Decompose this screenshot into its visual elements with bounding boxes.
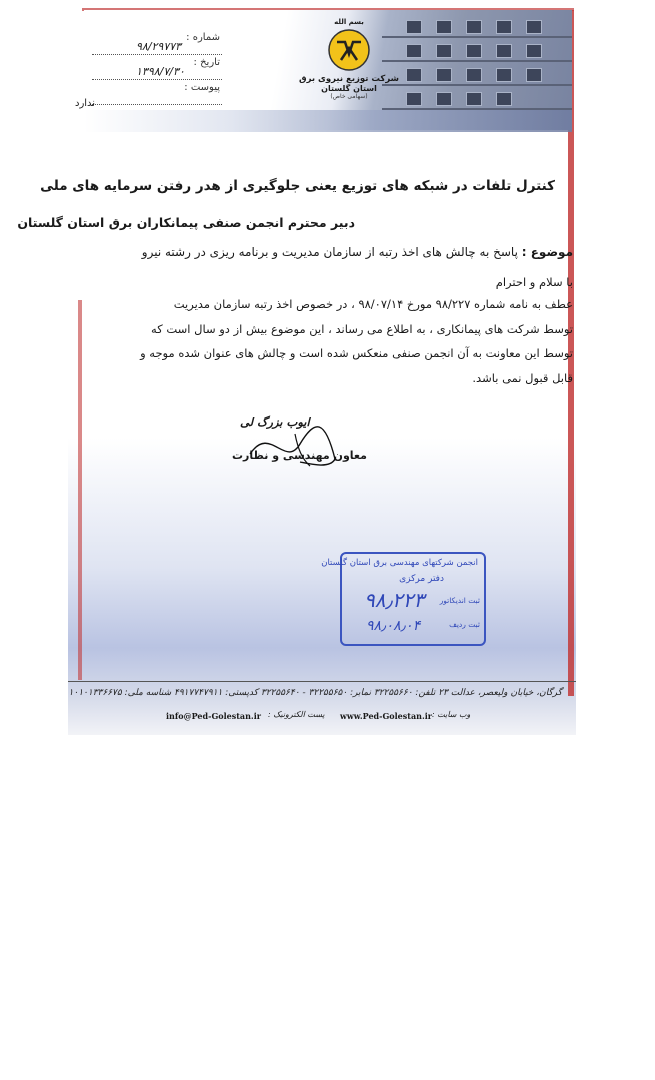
meta-number-row <box>92 30 222 55</box>
meta-date-label: تاریخ : <box>193 57 220 68</box>
letter-title: کنترل تلفات در شبکه های توزیع یعنی جلوگیری از هدر رفتن سرمایه های ملی <box>40 178 555 194</box>
stamp-org: انجمن شرکتهای مهندسی برق استان گلستان <box>321 558 478 568</box>
signatory-title: معاون مهندسی و نظارت <box>232 449 367 462</box>
logo-province: استان گلستان <box>321 84 377 93</box>
footer-divider <box>68 681 576 682</box>
letter-subject <box>142 245 573 259</box>
meta-number-label: شماره : <box>186 32 220 43</box>
stamp-reg-label: ثبت اندیکاتور <box>439 596 480 605</box>
body-line: توسط این معاونت به آن انجمن صنفی منعکس شده است و چالش های عنوان شده موجه و <box>140 346 573 360</box>
company-logo <box>274 18 424 100</box>
meta-attachment-label: پیوست : <box>184 82 220 93</box>
subject-text: پاسخ به چالش های اخذ رتبه از سازمان مدیریت و برنامه ریزی در رشته نیرو <box>141 245 522 259</box>
meta-attachment-value: ندارد <box>75 98 96 109</box>
subject-label: موضوع : <box>521 245 573 259</box>
stamp-date-label: ثبت ردیف <box>449 620 480 629</box>
signatory-name: ایوب بزرگ لی <box>240 415 310 429</box>
meta-date-row <box>92 55 222 80</box>
body-line: توسط شرکت های پیمانکاری ، به اطلاع می رساند ، این موضوع بیش از دو سال است که <box>151 322 573 336</box>
body-line: قابل قبول نمی باشد. <box>472 371 573 385</box>
footer-website: www.Ped-Golestan.ir <box>340 711 432 721</box>
footer-address: گرگان، خیابان ولیعصر، عدالت ۲۳ تلفن: ۳۲۲۵۵۶۶۰ نمابر: ۳۲۲۵۵۶۵۰ - ۳۲۲۵۵۶۴۰ کدپستی: ۴۹۱۷۷۴۷۹۱۱ شناسه ملی: ۱۰۱۰۱۳۳۶۶۷۵ <box>68 688 562 698</box>
footer-email: info@Ped-Golestan.ir <box>166 711 261 721</box>
letter-recipient: دبیر محترم انجمن صنفی پیمانکاران برق استان گلستان <box>17 215 355 230</box>
stamp-date-value: ۹۸٫۰۸٫۰۴ <box>366 618 421 634</box>
footer-website-label: وب سایت : <box>432 710 471 719</box>
body-line: عطف به نامه شماره ۹۸/۲۲۷ مورخ ۹۸/۰۷/۱۴ ، در خصوص اخذ رتبه سازمان مدیریت <box>173 297 573 311</box>
letter-greeting: با سلام و احترام <box>495 275 573 289</box>
meta-attachment-row <box>92 80 222 105</box>
signature-scribble <box>240 414 350 474</box>
received-stamp <box>321 552 486 646</box>
stamp-reg-number: ۹۸٫۲۲۳ <box>364 588 425 612</box>
meta-date-value: ۱۳۹۸/۷/۳۰ <box>136 65 185 78</box>
red-border-left <box>78 300 82 680</box>
banner-strip <box>84 110 572 132</box>
logo-tagline: (سهامی خاص) <box>330 93 368 100</box>
footer-email-label: پست الکترونیک : <box>268 710 325 719</box>
lightning-logo-icon <box>327 28 371 72</box>
letter-meta <box>92 30 222 105</box>
stamp-office: دفتر مرکزی <box>399 574 444 584</box>
logo-company-name: شرکت توزیع نیروی برق <box>299 74 399 84</box>
meta-number-value: ۹۸/۲۹۷۷۳ <box>136 40 182 53</box>
logo-top-text: بسم الله <box>334 18 364 26</box>
